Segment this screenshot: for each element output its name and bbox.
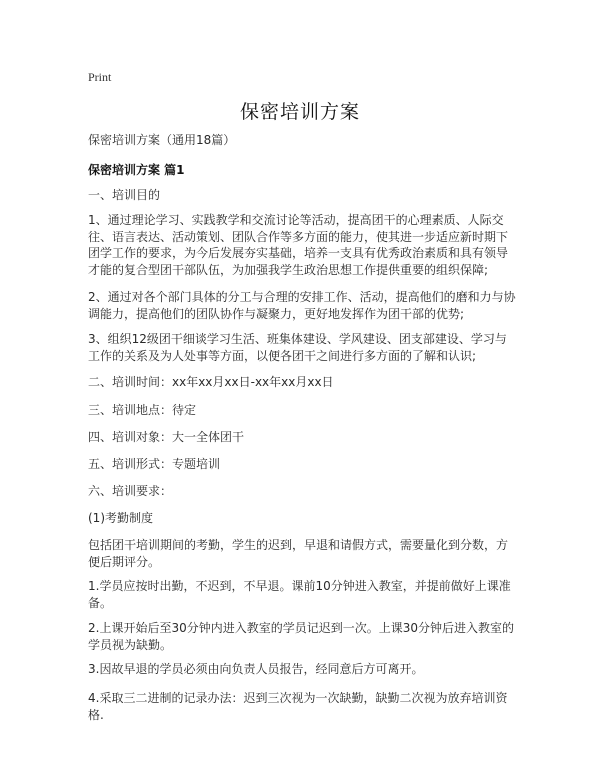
paragraph-purpose-3: 3、组织12级团干细谈学习生活、班集体建设、学风建设、团支部建设、学习与工作的关系及为人处事等方面，以便各团干之间进行多方面的了解和认识; [88, 332, 507, 363]
document-subtitle: 保密培训方案（通用18篇） [88, 133, 236, 147]
paragraph-rule-2: 2.上课开始后至30分钟内进入教室的学员记迟到一次。上课30分钟后进入教室的学员视为缺勤。 [88, 621, 514, 652]
paragraph-rule-1: 1.学员应按时出勤，不迟到，不早退。课前10分钟进入教室，并提前做好上课准备。 [88, 579, 511, 610]
section-heading: 保密培训方案 篇1 [88, 163, 185, 177]
paragraph-purpose-1: 1、通过理论学习、实践教学和交流讨论等活动，提高团干的心理素质、人际交往、语言表达、活动策划、团队合作等多方面的能力，使其进一步适应新时期下团学工作的要求，为今后发展夯实基础，培养一支具有优秀政治素质和具有领导才能的复合型团干部队伍，为加强我学生政治思想工作提供重要的组织保障; [88, 213, 509, 277]
paragraph-attendance-heading: (1)考勤制度 [88, 511, 153, 525]
document-title: 保密培训方案 [239, 101, 360, 123]
paragraph-training-location: 三、培训地点：待定 [88, 403, 197, 417]
paragraph-rule-4: 4.采取三二进制的记录办法：迟到三次视为一次缺勤，缺勤二次视为放弃培训资格. [88, 691, 508, 722]
paragraph-training-format: 五、培训形式：专题培训 [88, 457, 221, 471]
paragraph-training-time: 二、培训时间：xx年xx月xx日-xx年xx月xx日 [88, 375, 334, 389]
paragraph-rule-3: 3.因故早退的学员必须由向负责人员报告，经同意后方可离开。 [88, 662, 424, 676]
paragraph-training-purpose: 一、培训目的 [88, 188, 161, 202]
print-label: Print [88, 70, 112, 84]
paragraph-training-requirements: 六、培训要求： [88, 484, 173, 498]
paragraph-purpose-2: 2、通过对各个部门具体的分工与合理的安排工作、活动，提高他们的磨和力与协调能力，提高他们的团队协作与凝聚力，更好地发挥作为团干部的优势; [88, 290, 516, 321]
paragraph-attendance-desc: 包括团干培训期间的考勤，学生的迟到，早退和请假方式，需要量化到分数，方便后期评分。 [88, 538, 509, 569]
paragraph-training-audience: 四、培训对象：大一全体团干 [88, 430, 245, 444]
